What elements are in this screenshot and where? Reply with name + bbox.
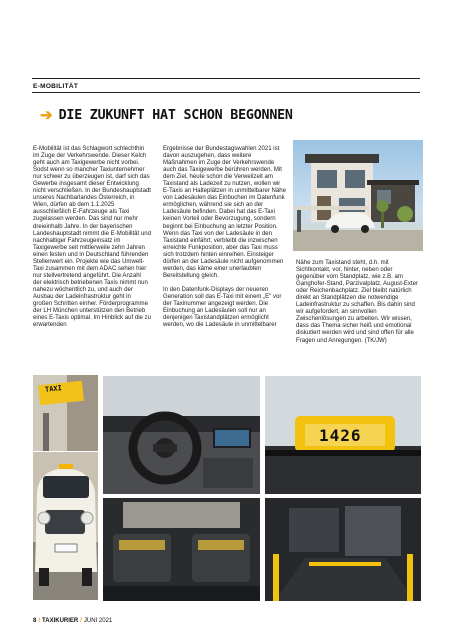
article-column-3 <box>296 260 418 345</box>
column-2b-text: In den Datenfunk-Displays der neueren Generation soll das E-Taxi mit einem „E" vor der Taxinummer angezeigt werden. Die Einbuchung an Ladesäulen soll nur an denjenigen Taxistandplätzen ermöglicht werden, wo die Ladesäule in unmittelbarer <box>163 286 282 329</box>
taxi-sign-text: TAXI <box>44 384 63 394</box>
column-1-text: E-Mobilität ist das Schlagwort schlechthin im Zuge der Verkehrswende. Dieser Kelch geht auch am Taxigewerbe nicht vorbei. Sodst wenn so mancher Taxiunternehmer nur schwer zu überzeugen ist, darf sich das Gewerbe insgesamt dieser Entwicklung nicht verschließen. In der Bundeshauptstadt unseres Nachbarlandes Österreich, in Wien, dürfen ab dem 1.1.2025 ausschließlich E-Fahrzeuge als Taxi zugelassen werden. Das sind nur mehr dreieinhalb Jahre. In der bayerischen Landeshauptstadt nimmt die E-Mobilität und nachhaltiger Fahrzeugeinsatz im Taxigewerbe seit mittlerweile zehn Jahren einen festen und in Deutschland führenden Stellenwert ein. Projekte wie das Umwelt-Taxi zusammen mit dem ADAC sehen hier nur stellvertretend angeführt. Die Anzahl der elektrisch betriebenen Taxis nimmt nun nahezu wöchentlich zu, und auch der Ausbau der Ladeinfrastruktur geht in großen Schritten einher. Förderprogramme der LH München unterstützen den Betrieb eines E-Taxis optimal. Im Hinblick auf die zu erwartenden <box>33 146 151 329</box>
section-rule <box>32 92 420 93</box>
article-column-2 <box>163 146 287 329</box>
top-rule <box>32 78 420 79</box>
page-footer <box>33 618 112 624</box>
section-label: E-MOBILITÄT <box>33 83 79 90</box>
column-2a-text: Ergebnisse der Bundestagswahlen 2021 ist davon auszugehen, dass weitere Maßnahmen im Zuge der Verkehrswende auch das Taxigewerbe berühren werden. Mit dem Ziel, heute schon die Verweilzeit am Taxistand als Ladezeit zu nutzen, wollen wir E-Taxis an Halteplätzen in unmittelbarer Nähe von Ladesäulen das Einbuchen im Datenfunk ermöglichen, während sie sich an der Ladesäule befinden. Dabei hat das E-Taxi keinen Vorteil oder Bevorzugung, sondern beginnt bei Einbuchung an letzter Position. Wenn das Taxi von der Ladesäule in den Taxistand einfährt, verbleibt die inzwischen erreichte Funkposition, aber das Taxi muss sich trotzdem hinten einreihen. Einsteiger dürfen an der Ladesäule nicht aufgenommen werden, das käme einer unerlaubten Bereitstellung gleich. <box>163 146 287 279</box>
taxi-seats-photo <box>103 498 260 601</box>
headline-text: DIE ZUKUNFT HAT SCHON BEGONNEN <box>58 108 293 123</box>
white-taxi-photo <box>33 452 98 600</box>
page-number: 8 <box>33 618 37 624</box>
column-3-text: Nähe zum Taxistand steht, d.h. mit Sichtkontakt, vor, hinter, neben oder gegenüber vom Standplatz, wie z.B. am Ganghofer-Stand, Parzivalplatz, August-Exter oder Reichenbachplatz. Ziel bleibt natürlich direkt an Standplätzen die notwendige Ladeinfrastruktur zu schaffen. Bis dahin sind wir aufgefordert, an sinnvollen Zwischenlösungen zu arbeiten. Wir wissen, dass das Thema sicher heiß und emotional diskutiert werden wird und sind offen für alle Fragen und Anregungen. (TK/JW) <box>296 260 419 344</box>
taxi-ramp-photo <box>265 498 421 601</box>
article-column-1 <box>33 146 151 329</box>
issue-date: JUNI 2021 <box>83 618 113 624</box>
headline <box>40 108 293 123</box>
house-carport-photo <box>293 140 423 251</box>
taxi-dashboard-photo <box>103 376 260 494</box>
magazine-name: TAXIKURIER <box>42 618 79 624</box>
taxi-roof-number: 1426 <box>319 426 362 445</box>
footer-separator-2: / <box>80 618 82 624</box>
taxi-stand-sign-photo <box>33 375 98 451</box>
right-arrow-icon: ➔ <box>40 107 53 124</box>
footer-separator: / <box>38 618 41 624</box>
taxi-roof-sign-photo <box>265 376 421 494</box>
